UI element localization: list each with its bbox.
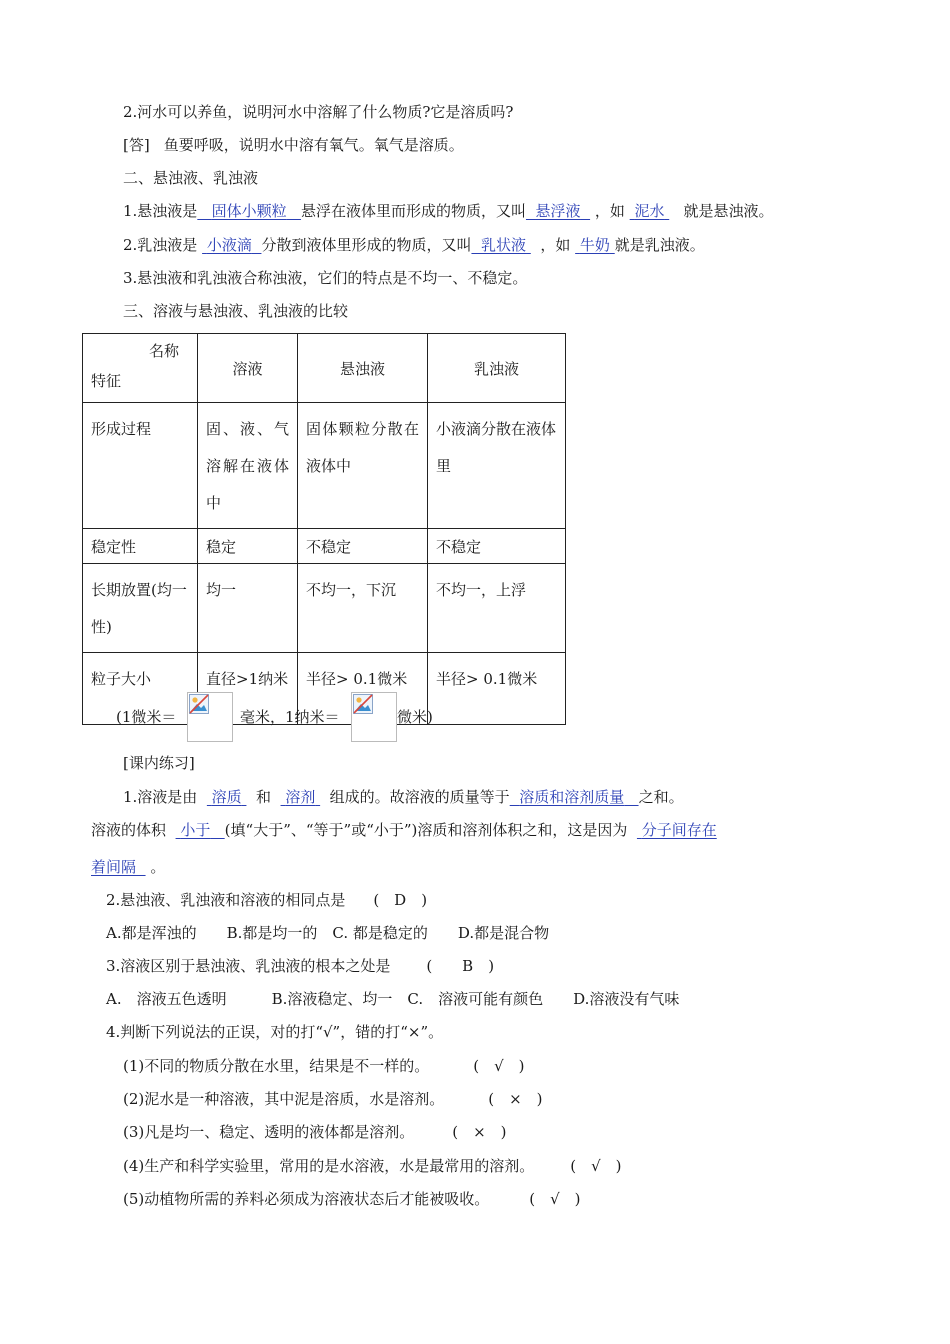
broken-image-icon — [351, 692, 397, 742]
text: 悬浮在液体里而形成的物质，又叫 — [300, 202, 526, 220]
judge-text: (2)泥水是一种溶液，其中泥是溶质，水是溶剂。 — [123, 1090, 445, 1108]
practice-q1-line3 — [91, 857, 165, 877]
judge-text: (3)凡是均一、稳定、透明的液体都是溶剂。 — [123, 1123, 415, 1141]
fill-blank — [176, 821, 225, 839]
practice-q1-line2 — [91, 820, 717, 840]
fill-text: 小于 — [180, 821, 211, 839]
row-label: 形成过程 — [83, 403, 198, 529]
text: 分散到液体里形成的物质，又叫 — [261, 236, 472, 254]
text: ，如 — [594, 202, 625, 220]
text: 1.溶液是由 — [123, 788, 198, 806]
table-cell: 固、液、气溶解在液体中 — [198, 403, 298, 529]
unit-note-b: 毫米，1纳米＝ — [240, 708, 340, 726]
table-header-row — [83, 334, 566, 403]
table-cell: 半径> 0.1微米 — [298, 653, 428, 725]
question-text: 3.溶液区别于悬浊液、乳浊液的根本之处是 — [106, 957, 391, 975]
table-row — [83, 403, 566, 529]
header-emulsion: 乳浊液 — [428, 334, 566, 403]
practice-q3 — [106, 956, 494, 976]
section-2-title: 二、悬浊液、乳浊液 — [123, 169, 259, 187]
text: 。 — [150, 858, 166, 876]
text: (填“大于”、“等于”或“小于”)溶质和溶剂体积之和，这是因为 — [224, 821, 628, 839]
fill-blank — [202, 236, 261, 254]
practice-q2-options: A.都是浑浊的 B.都是均一的 C. 都是稳定的 D.都是混合物 — [106, 924, 550, 942]
judge-item — [123, 1122, 507, 1142]
answer-line — [123, 135, 464, 155]
header-suspension: 悬浊液 — [298, 334, 428, 403]
fill-text: 溶剂 — [285, 788, 316, 806]
judge-answer: ( × ) — [488, 1090, 543, 1108]
comparison-table — [82, 333, 566, 725]
table-cell: 直径>1纳米 — [198, 653, 298, 725]
question-text: 2.悬浊液、乳浊液和溶液的相同点是 — [106, 891, 346, 909]
section-3-title: 三、溶液与悬浊液、乳浊液的比较 — [123, 302, 349, 320]
broken-image-icon — [187, 692, 233, 742]
text: 之和。 — [638, 788, 684, 806]
judge-answer: ( × ) — [452, 1123, 507, 1141]
table-cell: 小液滴分散在液体里 — [428, 403, 566, 529]
practice-q3-options: A. 溶液五色透明 B.溶液稳定、均一 C. 溶液可能有颜色 D.溶液没有气味 — [106, 990, 680, 1008]
fill-blank — [630, 202, 670, 220]
text: 组成的。故溶液的质量等于 — [329, 788, 510, 806]
answer-bracket: ( D ) — [373, 891, 428, 909]
judge-item — [123, 1189, 581, 1209]
fill-text: 固体小颗粒 — [211, 202, 287, 220]
judge-text: (1)不同的物质分散在水里，结果是不一样的。 — [123, 1057, 430, 1075]
unit-note-a: (1微米＝ — [116, 708, 177, 726]
judge-text: (4)生产和科学实验里，常用的是水溶液，水是最常用的溶剂。 — [123, 1157, 535, 1175]
judge-answer: ( √ ) — [529, 1190, 581, 1208]
row-label: 粒子大小 — [83, 653, 198, 725]
table-cell: 稳定 — [198, 529, 298, 564]
colloid-summary: 3.悬浊液和乳浊液合称浊液，它们的特点是不均一、不稳定。 — [123, 269, 528, 287]
question-2-text: 2.河水可以养鱼，说明河水中溶解了什么物质?它是溶质吗? — [123, 103, 514, 121]
fill-blank — [637, 821, 717, 839]
table-cell: 半径> 0.1微米 — [428, 653, 566, 725]
fill-text: 小液滴 — [206, 236, 252, 254]
corner-top-label: 名称 — [149, 342, 180, 360]
emulsion-definition — [123, 235, 705, 255]
fill-blank — [207, 788, 247, 806]
answer-bracket: ( B ) — [426, 957, 495, 975]
practice-title: [课内练习] — [123, 754, 195, 772]
answer-tag: [答] — [123, 136, 150, 154]
fill-text: 牛奶 — [579, 236, 610, 254]
judge-item — [123, 1056, 525, 1076]
judge-item — [123, 1089, 543, 1109]
text: 就是乳浊液。 — [614, 236, 705, 254]
text: 就是悬浊液。 — [683, 202, 774, 220]
judge-answer: ( √ ) — [473, 1057, 525, 1075]
corner-bottom-label: 特征 — [91, 372, 122, 390]
practice-q2 — [106, 890, 427, 910]
answer-text: 鱼要呼吸，说明水中溶有氧气。氧气是溶质。 — [163, 136, 464, 154]
header-solution: 溶液 — [198, 334, 298, 403]
text: 和 — [255, 788, 271, 806]
row-label: 稳定性 — [83, 529, 198, 564]
table-cell: 不稳定 — [428, 529, 566, 564]
table-cell: 不均一，下沉 — [298, 564, 428, 653]
practice-q1-line1 — [123, 787, 684, 807]
fill-blank — [91, 858, 146, 876]
table-row — [83, 529, 566, 564]
table-cell: 均一 — [198, 564, 298, 653]
judge-text: (5)动植物所需的养料必须成为溶液状态后才能被吸收。 — [123, 1190, 490, 1208]
row-label: 长期放置(均一性) — [83, 564, 198, 653]
fill-text: 分子间存在 — [641, 821, 717, 839]
fill-text: 着间隔 — [91, 858, 137, 876]
text: 2.乳浊液是 — [123, 236, 198, 254]
text: 1.悬浊液是 — [123, 202, 198, 220]
unit-note-c: 微米) — [397, 708, 433, 726]
fill-text: 溶质和溶剂质量 — [519, 788, 625, 806]
fill-text: 泥水 — [634, 202, 665, 220]
fill-blank — [510, 788, 639, 806]
fill-blank — [281, 788, 321, 806]
fill-text: 溶质 — [211, 788, 242, 806]
fill-blank — [575, 236, 615, 254]
table-cell: 不均一，上浮 — [428, 564, 566, 653]
fill-text: 乳状液 — [481, 236, 527, 254]
text: 溶液的体积 — [91, 821, 167, 839]
table-row — [83, 564, 566, 653]
text: ，如 — [540, 236, 571, 254]
judge-item — [123, 1156, 622, 1176]
practice-q4-text: 4.判断下列说法的正误，对的打“√”，错的打“×”。 — [106, 1023, 444, 1041]
table-cell: 固体颗粒分散在液体中 — [298, 403, 428, 529]
corner-cell — [83, 334, 198, 403]
fill-blank — [526, 202, 590, 220]
suspension-definition — [123, 201, 774, 221]
fill-blank — [471, 236, 530, 254]
fill-text: 悬浮液 — [535, 202, 581, 220]
fill-blank — [197, 202, 301, 220]
table-cell: 不稳定 — [298, 529, 428, 564]
judge-answer: ( √ ) — [570, 1157, 622, 1175]
